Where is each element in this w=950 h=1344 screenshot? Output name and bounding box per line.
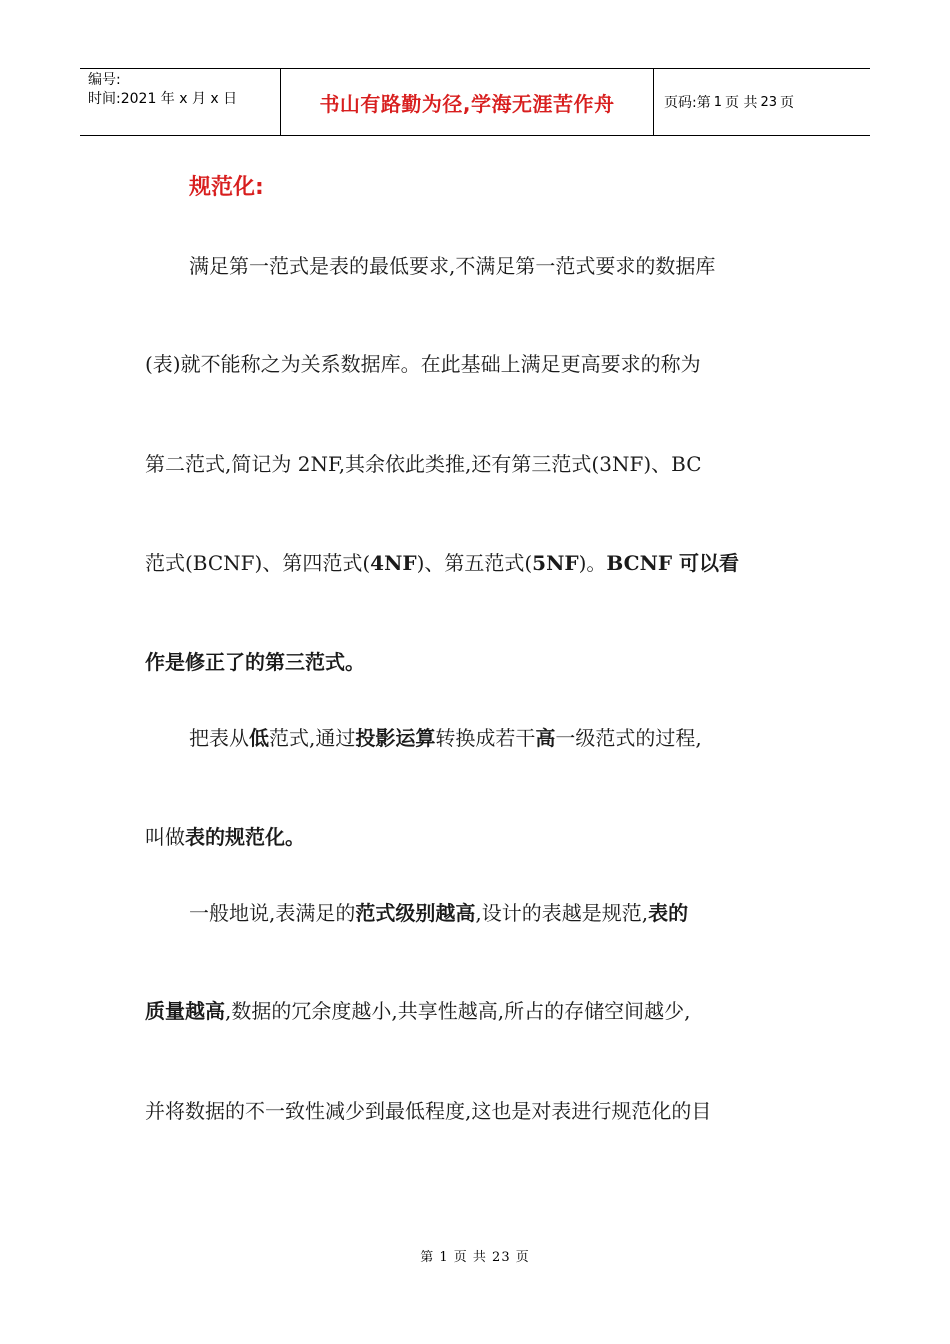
document-header [80, 68, 870, 136]
page-mid: 页 共 [725, 95, 758, 111]
number-label: 编号: [88, 72, 121, 88]
page-footer: 第 1 页 共 23 页 [420, 1250, 530, 1265]
paragraph-line: 把表从低范式,通过投影运算转换成若干高一级范式的过程, [189, 726, 702, 750]
paragraph-line: (表)就不能称之为关系数据库。在此基础上满足更高要求的称为 [145, 352, 701, 376]
page-suffix: 页 [780, 95, 794, 111]
section-title: 规范化: [189, 175, 264, 200]
header-page-info [654, 69, 870, 135]
paragraph-line: 作是修正了的第三范式。 [145, 650, 365, 674]
page-number: 1 [713, 94, 722, 110]
paragraph-line: 满足第一范式是表的最低要求,不满足第一范式要求的数据库 [189, 254, 716, 278]
time-label: 时间:2021 年 x 月 x 日 [88, 91, 238, 107]
paragraph-line: 一般地说,表满足的范式级别越高,设计的表越是规范,表的 [189, 901, 689, 925]
page-prefix: 页码:第 [664, 95, 711, 111]
header-meta [80, 69, 281, 135]
paragraph-line: 范式(BCNF)、第四范式(4NF)、第五范式(5NF)。BCNF 可以看 [145, 551, 740, 575]
page-total: 23 [760, 94, 777, 110]
header-motto: 书山有路勤为径,学海无涯苦作舟 [281, 69, 654, 135]
paragraph-line: 叫做表的规范化。 [145, 825, 305, 849]
paragraph-line: 并将数据的不一致性减少到最低程度,这也是对表进行规范化的目 [145, 1099, 712, 1123]
paragraph-line: 第二范式,简记为 2NF,其余依此类推,还有第三范式(3NF)、BC [145, 452, 702, 476]
paragraph-line: 质量越高,数据的冗余度越小,共享性越高,所占的存储空间越少, [145, 999, 691, 1023]
